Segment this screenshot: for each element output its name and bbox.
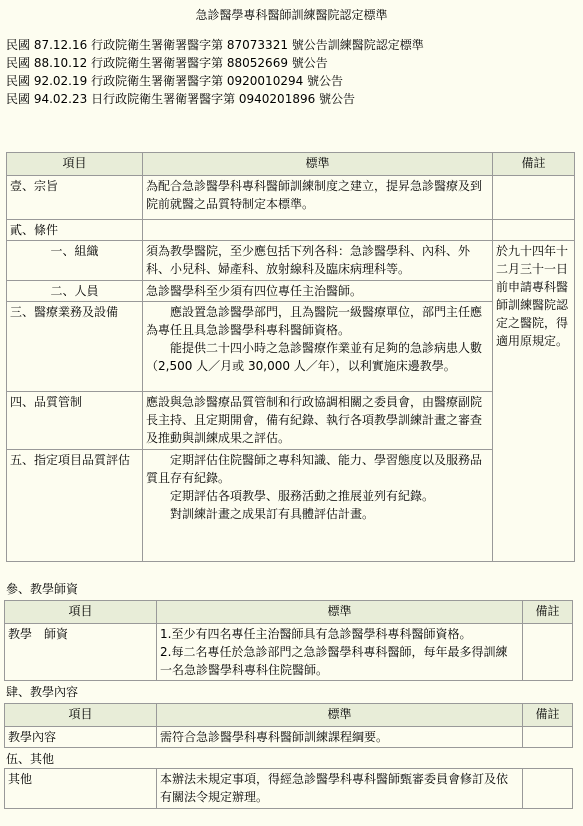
row-evaluation-standard — [143, 450, 493, 562]
row-medical-standard — [143, 302, 493, 392]
header-item: 項目 — [7, 153, 143, 176]
row-staff-item: 二、人員 — [7, 281, 143, 302]
teachers-standard — [157, 624, 523, 681]
history-line: 民國 92.02.19 行政院衛生署衛署醫字第 0920010294 號公告 — [6, 74, 344, 88]
page-title: 急診醫學專科醫師訓練醫院認定標準 — [195, 8, 388, 22]
header-item: 項目 — [5, 704, 157, 727]
history-list — [0, 36, 583, 108]
row-medical-item: 三、醫療業務及設備 — [7, 302, 143, 392]
row-purpose-standard: 為配合急診醫學科專科醫師訓練制度之建立，提昇急診醫療及到院前就醫之品質特制定本標準。 — [143, 176, 493, 220]
teachers-table — [4, 600, 573, 681]
content-item: 教學內容 — [5, 727, 157, 748]
header-note: 備註 — [523, 704, 573, 727]
teachers-standard-2: 2.每二名專任於急診部門之急診醫學科專科醫師，每年最多得訓練一名急診醫學科專科住院醫師。 — [160, 645, 508, 677]
row-organization-item: 一、組織 — [7, 241, 143, 281]
empty-cell — [143, 220, 493, 241]
other-item: 其他 — [5, 769, 157, 809]
medical-standard-2: 能提供二十四小時之急診醫療作業並有足夠的急診病患人數（2,500 人／月或 30,000 人／年），以利實施床邊教學。 — [146, 341, 483, 373]
row-purpose-item: 壹、宗旨 — [7, 176, 143, 220]
other-standard: 本辦法未規定事項，得經急診醫學科專科醫師甄審委員會修訂及依有關法令規定辦理。 — [157, 769, 523, 809]
header-item: 項目 — [5, 601, 157, 624]
other-table — [4, 768, 573, 809]
content-table — [4, 703, 573, 748]
header-standard: 標準 — [157, 704, 523, 727]
empty-cell — [523, 727, 573, 748]
evaluation-standard-3: 對訓練計畫之成果訂有具體評估計畫。 — [170, 507, 375, 521]
medical-standard-1: 應設置急診醫學部門，且為醫院一級醫療單位，部門主任應為專任且具急診醫學科專科醫師資格。 — [146, 305, 483, 337]
section-heading-teachers: 參、教學師資 — [6, 582, 79, 596]
section-heading-content: 肆、教學內容 — [6, 685, 79, 699]
header-note: 備註 — [493, 153, 575, 176]
teachers-standard-1: 1.至少有四名專任主治醫師具有急診醫學科專科醫師資格。 — [160, 627, 472, 641]
row-quality-item: 四、品質管制 — [7, 392, 143, 450]
empty-cell — [493, 176, 575, 220]
evaluation-standard-2: 定期評估各項教學、服務活動之推展並列有紀錄。 — [170, 489, 435, 503]
criteria-table — [6, 152, 575, 562]
history-line: 民國 87.12.16 行政院衛生署衛署醫字第 87073321 號公告訓練醫院認定標準 — [6, 38, 424, 52]
header-standard: 標準 — [143, 153, 493, 176]
header-standard: 標準 — [157, 601, 523, 624]
section-conditions: 貳、條件 — [7, 220, 143, 241]
section-heading-other: 伍、其他 — [6, 752, 55, 766]
header-note: 備註 — [523, 601, 573, 624]
content-standard: 需符合急診醫學科專科醫師訓練課程綱要。 — [157, 727, 523, 748]
row-staff-standard: 急診醫學科至少須有四位專任主治醫師。 — [143, 281, 493, 302]
teachers-item: 教學 師資 — [5, 624, 157, 681]
row-organization-standard: 須為教學醫院，至少應包括下列各科：急診醫學科、內科、外科、小兒科、婦產科、放射線科及臨床病理科等。 — [143, 241, 493, 281]
empty-cell — [523, 769, 573, 809]
note-cell: 於九十四年十二月三十一日前申請專科醫師訓練醫院認定之醫院，得適用原規定。 — [493, 241, 575, 562]
row-quality-standard: 應設與急診醫療品質管制和行政協調相關之委員會，由醫療副院長主持、且定期開會，備有紀錄、執行各項教學訓練計畫之審查及推動與訓練成果之評估。 — [143, 392, 493, 450]
row-evaluation-item: 五、指定項目品質評估 — [7, 450, 143, 562]
empty-cell — [523, 624, 573, 681]
empty-cell — [493, 220, 575, 241]
history-line: 民國 94.02.23 日行政院衛生署衛署醫字第 0940201896 號公告 — [6, 92, 356, 106]
evaluation-standard-1: 定期評估住院醫師之專科知識、能力、學習態度以及服務品質且存有紀錄。 — [146, 453, 483, 485]
history-line: 民國 88.10.12 行政院衛生署衛署醫字第 88052669 號公告 — [6, 56, 328, 70]
